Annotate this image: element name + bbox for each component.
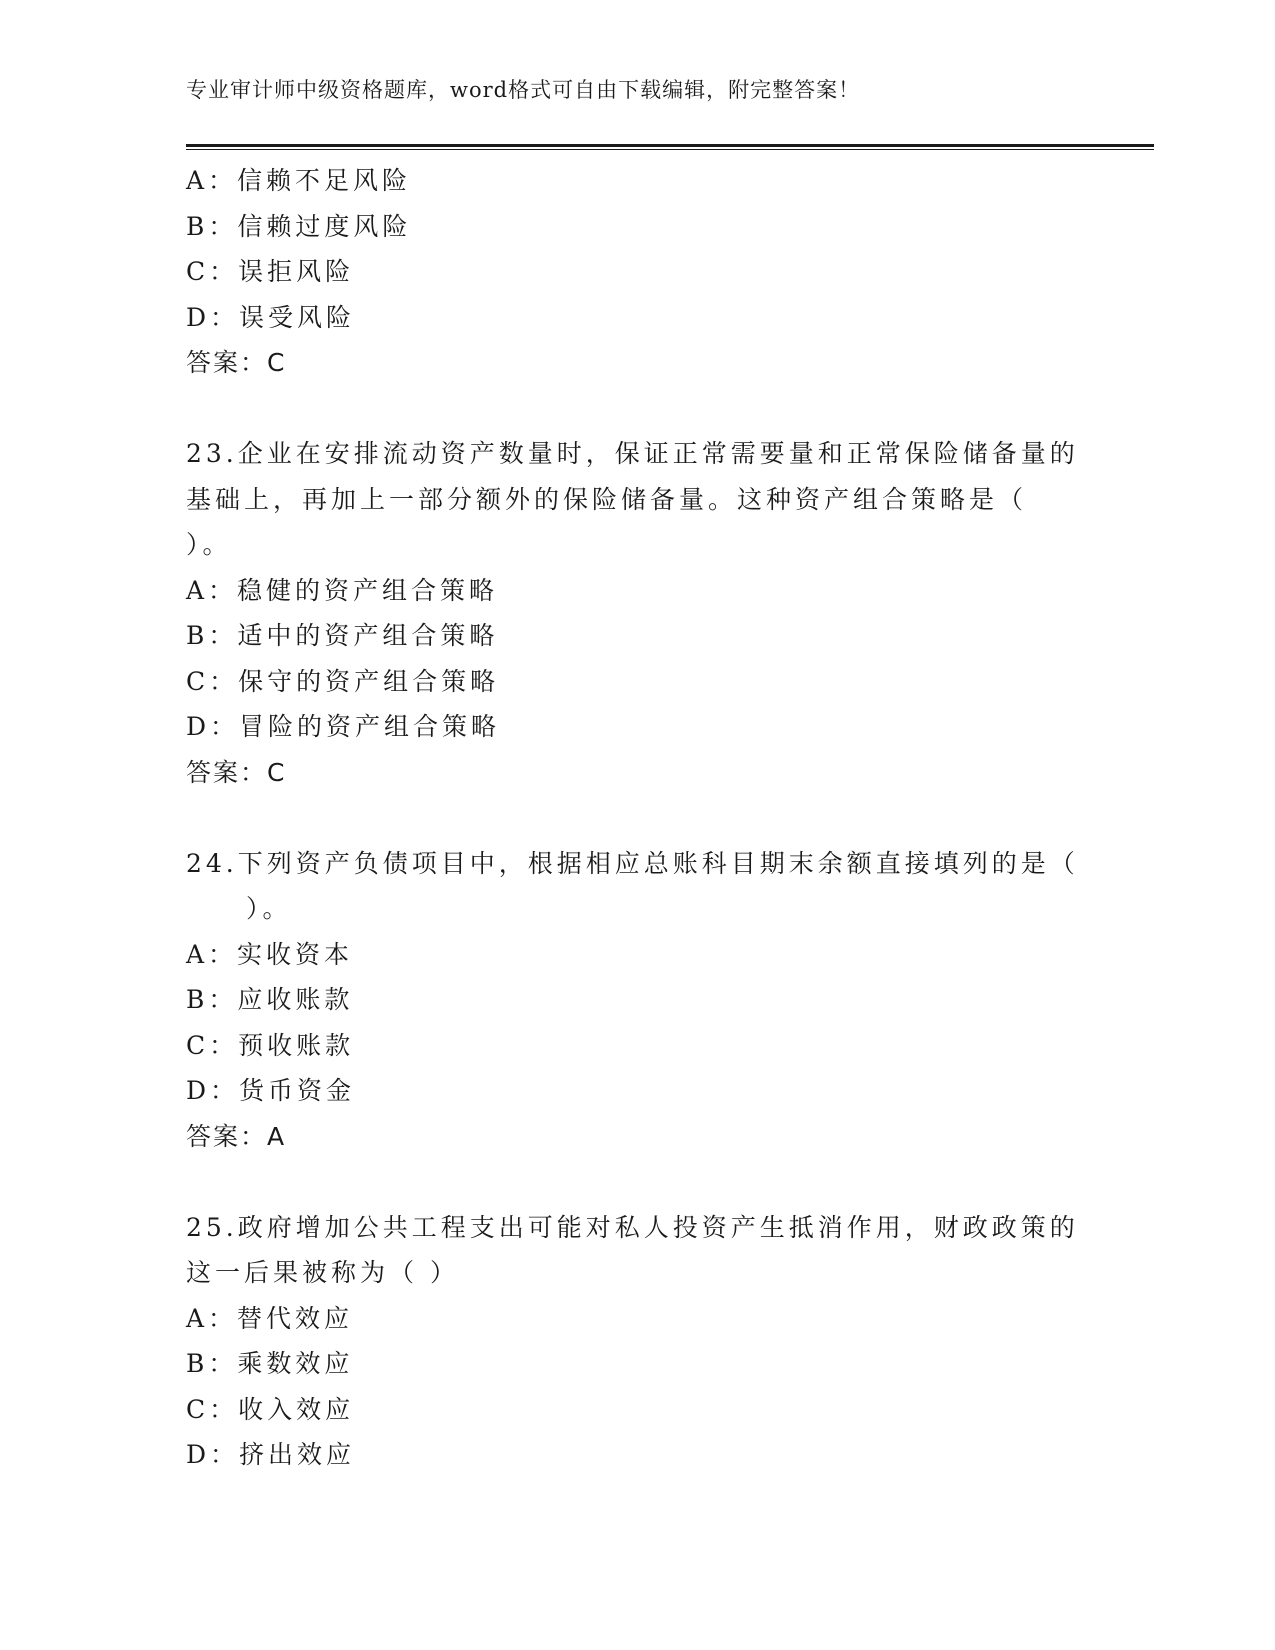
option-d: D：冒险的资产组合策略 (186, 712, 501, 741)
page-header: 专业审计师中级资格题库，word格式可自由下载编辑，附完整答案！ (186, 78, 861, 102)
question-stem: ）。 (186, 530, 232, 559)
header-rule-thin (186, 149, 1154, 150)
option-a: A：替代效应 (186, 1303, 354, 1333)
option-c: C：收入效应 (186, 1394, 355, 1424)
question-stem: 基础上，再加上一部分额外的保险储备量。这种资产组合策略是（ (186, 484, 1028, 514)
question-22 (186, 158, 1086, 386)
question-24 (186, 841, 1086, 1160)
option-b: B：应收账款 (186, 985, 354, 1014)
option-b: B：信赖过度风险 (186, 211, 412, 241)
question-stem: ）。 (246, 894, 292, 923)
option-d: D：货币资金 (186, 1076, 356, 1105)
answer: 答案：C (186, 757, 287, 787)
option-a: A：实收资本 (186, 939, 354, 969)
option-c: C：保守的资产组合策略 (186, 666, 500, 696)
option-d: D：挤出效应 (186, 1440, 356, 1469)
header-rule-thick (186, 144, 1154, 147)
document-body (186, 158, 1086, 1478)
option-d: D：误受风险 (186, 302, 356, 332)
option-b: B：乘数效应 (186, 1349, 354, 1378)
answer: 答案：C (186, 348, 287, 377)
question-25 (186, 1205, 1086, 1478)
question-stem: 25.政府增加公共工程支出可能对私人投资产生抵消作用，财政政策的 (186, 1212, 1079, 1242)
question-23 (186, 431, 1086, 795)
option-b: B：适中的资产组合策略 (186, 621, 499, 650)
option-a: A：稳健的资产组合策略 (186, 575, 499, 605)
question-stem: 这一后果被称为（ ） (186, 1258, 459, 1287)
option-c: C：误拒风险 (186, 257, 355, 286)
option-a: A：信赖不足风险 (186, 166, 412, 195)
answer: 答案：A (186, 1121, 287, 1151)
question-stem: 24.下列资产负债项目中，根据相应总账科目期末余额直接填列的是（ (186, 848, 1079, 878)
option-c: C：预收账款 (186, 1030, 355, 1060)
question-stem: 23.企业在安排流动资产数量时，保证正常需要量和正常保险储备量的 (186, 439, 1079, 468)
